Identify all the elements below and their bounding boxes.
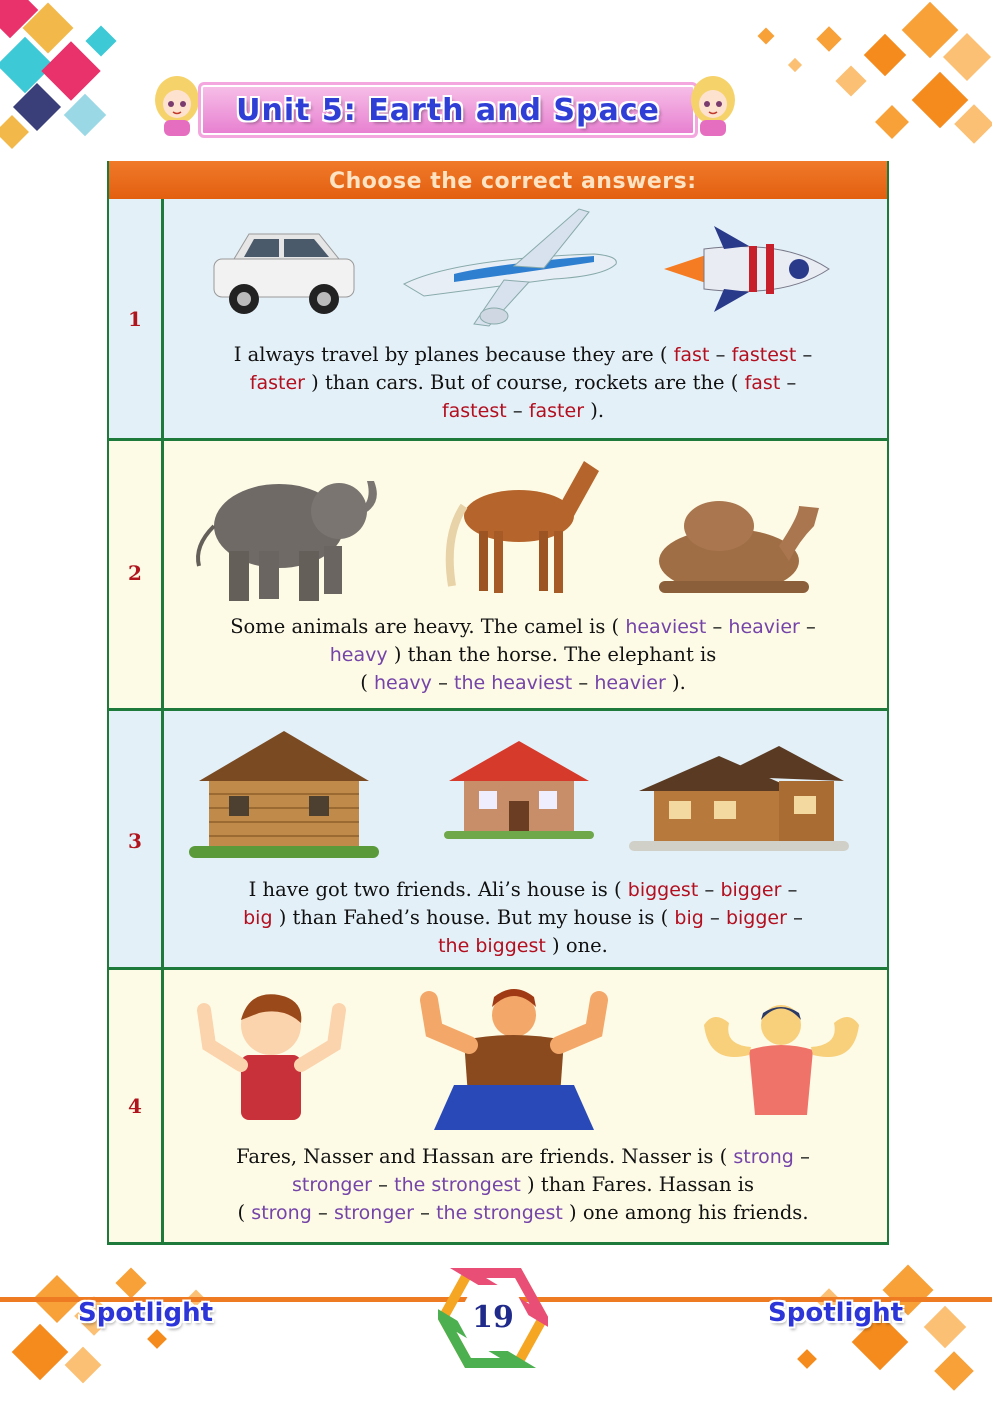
question-sentence <box>169 341 877 425</box>
sentence-text: ). <box>665 671 686 694</box>
anime-girl-right-icon <box>686 72 740 138</box>
answer-option[interactable]: heavy <box>329 644 388 666</box>
sentence-line <box>169 341 877 369</box>
sentence-text: I have got two friends. Ali’s house is ( <box>248 878 628 901</box>
instruction-header <box>109 161 887 201</box>
sentence-line <box>169 669 877 697</box>
strongman-icon <box>689 995 874 1120</box>
anime-girl-left-icon <box>150 72 204 138</box>
airplane-icon <box>394 204 624 334</box>
answer-option[interactable]: heaviest <box>625 616 707 638</box>
question-number: 3 <box>128 829 142 853</box>
hercules-icon <box>414 985 614 1135</box>
sentence-text: – <box>781 878 798 901</box>
answer-option[interactable]: fastest <box>731 344 797 366</box>
sentence-text: – <box>796 343 813 366</box>
sentence-line <box>169 932 877 960</box>
sentence-line <box>169 1143 877 1171</box>
answer-option[interactable]: heavy <box>374 672 432 694</box>
sentence-line <box>169 369 877 397</box>
answer-option[interactable]: strong <box>733 1146 794 1168</box>
answer-option[interactable]: stronger <box>291 1174 372 1196</box>
exercise-table <box>107 161 889 1245</box>
number-cell <box>109 199 164 441</box>
corner-decoration-top-right <box>720 0 992 170</box>
question-sentence <box>169 876 877 960</box>
wooden-villa-icon <box>629 736 849 861</box>
sentence-text: Fares, Nasser and Hassan are friends. Nasser is ( <box>236 1145 734 1168</box>
answer-option[interactable]: the strongest <box>436 1202 563 1224</box>
page-title: Unit 5: Earth and Space <box>236 92 660 128</box>
answer-option[interactable]: fast <box>744 372 781 394</box>
rocket-icon <box>654 224 834 314</box>
answer-option[interactable]: bigger <box>720 879 782 901</box>
number-cell <box>109 441 164 711</box>
sentence-text: – <box>780 371 797 394</box>
sentence-text: – <box>572 671 595 694</box>
question-number: 2 <box>128 561 142 585</box>
answer-option[interactable]: stronger <box>333 1202 414 1224</box>
question-row-2 <box>109 438 887 711</box>
sentence-line <box>169 613 877 641</box>
question-number: 1 <box>128 307 142 331</box>
sentence-line <box>169 397 877 425</box>
corner-decoration-top-left <box>0 0 130 160</box>
sentence-text: – <box>793 1145 810 1168</box>
answer-option[interactable]: big <box>674 907 704 929</box>
sentence-text: Some animals are heavy. The camel is ( <box>230 615 626 638</box>
answer-option[interactable]: biggest <box>627 879 699 901</box>
brand-logo-left: Spotlight <box>78 1298 214 1328</box>
question-row-4 <box>109 967 887 1242</box>
answer-option[interactable]: the heaviest <box>454 672 573 694</box>
question-sentence <box>169 613 877 697</box>
answer-option[interactable]: fastest <box>441 400 507 422</box>
brand-logo-right: Spotlight <box>768 1298 904 1328</box>
answer-option[interactable]: strong <box>251 1202 312 1224</box>
sentence-text: ) one. <box>545 934 608 957</box>
corner-decoration-bottom-left <box>0 1262 240 1403</box>
red-roof-house-icon <box>439 736 599 841</box>
sentence-text: – <box>709 343 732 366</box>
sentence-text: ). <box>584 399 605 422</box>
sentence-line <box>169 641 877 669</box>
question-sentence <box>169 1143 877 1227</box>
title-banner <box>198 82 698 138</box>
sentence-line <box>169 904 877 932</box>
instruction-text: Choose the correct answers: <box>329 169 697 194</box>
sentence-text: – <box>371 1173 395 1196</box>
number-cell <box>109 970 164 1242</box>
sentence-text: I always travel by planes because they are ( <box>233 343 674 366</box>
car-icon <box>204 219 364 319</box>
sentence-text: – <box>506 399 529 422</box>
corner-decoration-bottom-right <box>740 1262 992 1403</box>
sentence-text: ( <box>360 671 375 694</box>
sentence-text: ) one among his friends. <box>562 1201 809 1224</box>
question-number: 4 <box>128 1094 142 1118</box>
sentence-text: – <box>698 878 721 901</box>
sentence-text: – <box>311 1201 334 1224</box>
answer-option[interactable]: heavier <box>594 672 666 694</box>
answer-option[interactable]: the strongest <box>394 1174 521 1196</box>
sentence-text: – <box>413 1201 437 1224</box>
sentence-text: – <box>703 906 726 929</box>
question-row-3 <box>109 708 887 970</box>
answer-option[interactable]: bigger <box>725 907 787 929</box>
boy-flexing-icon <box>189 985 354 1125</box>
sentence-line <box>169 1199 877 1227</box>
answer-option[interactable]: heavier <box>728 616 800 638</box>
sentence-text: ) than cars. But of course, rockets are the ( <box>304 371 745 394</box>
answer-option[interactable]: faster <box>528 400 585 422</box>
sentence-text: ) than Fares. Hassan is <box>520 1173 755 1196</box>
answer-option[interactable]: fast <box>673 344 710 366</box>
sentence-text: – <box>706 615 729 638</box>
number-cell <box>109 711 164 970</box>
horse-icon <box>434 446 604 601</box>
sentence-text: – <box>786 906 803 929</box>
question-row-1 <box>109 199 887 441</box>
answer-option[interactable]: big <box>243 907 273 929</box>
sentence-line <box>169 876 877 904</box>
page-number: 19 <box>472 1300 514 1335</box>
elephant-icon <box>189 466 389 606</box>
sentence-text: ( <box>237 1201 252 1224</box>
answer-option[interactable]: faster <box>249 372 305 394</box>
sentence-text: ) than Fahed’s house. But my house is ( <box>272 906 675 929</box>
sentence-line <box>169 1171 877 1199</box>
sentence-text: ) than the horse. The elephant is <box>387 643 717 666</box>
log-house-icon <box>189 726 379 861</box>
answer-option[interactable]: the biggest <box>438 935 546 957</box>
camel-icon <box>649 486 829 601</box>
sentence-text: – <box>799 615 816 638</box>
sentence-text: – <box>431 671 455 694</box>
